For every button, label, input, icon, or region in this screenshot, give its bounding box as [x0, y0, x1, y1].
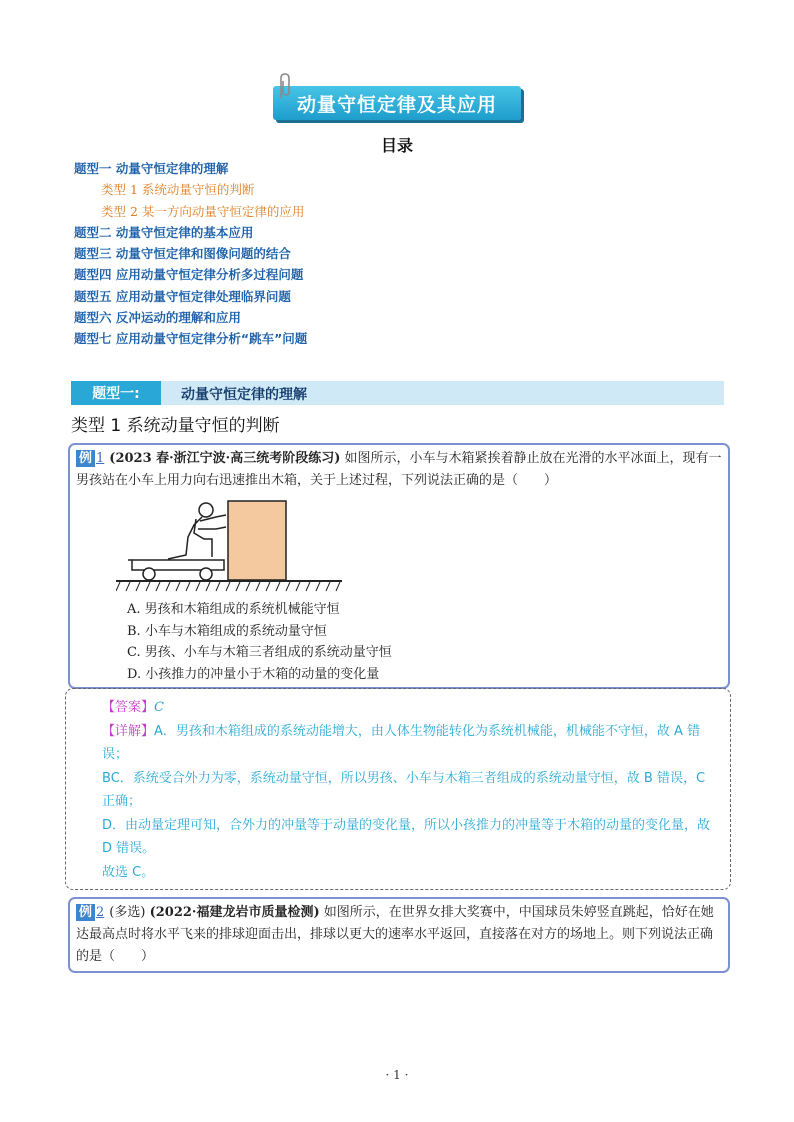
section-header-bar	[71, 381, 724, 405]
answer-conclusion: 故选 C。	[102, 864, 155, 880]
answer-value: C	[154, 700, 164, 715]
example-2-box	[68, 897, 730, 973]
example-source: (2023 春·浙江宁波·高三统考阶段练习)	[109, 451, 341, 466]
example-tag: 例	[76, 450, 95, 467]
section-tag-label: 题型一:	[92, 386, 140, 402]
answer-label: 【答案】	[102, 700, 155, 715]
example-prefix: (多选)	[109, 905, 146, 920]
type-heading: 类型 1 系统动量守恒的判断	[71, 416, 280, 436]
toc-item[interactable]: 题型五 应用动量守恒定律处理临界问题	[74, 288, 291, 304]
toc-item[interactable]: 题型三 动量守恒定律和图像问题的结合	[74, 246, 291, 262]
example-number: 2	[96, 905, 105, 920]
section-tag	[71, 381, 161, 405]
example-question: 如图所示，小车与木箱紧挨着静止放在光滑的水平冰面上，现有一男孩站在小车上用力向右迅速推出木箱，关于上述过程，下列说法正确的是（ ）	[76, 451, 722, 488]
table-of-contents	[74, 158, 307, 350]
toc-item[interactable]: 题型四 应用动量守恒定律分析多过程问题	[74, 267, 304, 283]
option-b[interactable]: B. 小车与木箱组成的系统动量守恒	[127, 623, 327, 639]
example-1-options	[127, 599, 392, 685]
example-tag: 例	[76, 904, 95, 921]
page-number: · 1 ·	[385, 1068, 409, 1082]
option-a[interactable]: A. 男孩和木箱组成的系统机械能守恒	[127, 602, 340, 617]
example-1-box	[68, 443, 730, 689]
toc-item[interactable]: 题型一 动量守恒定律的理解	[74, 161, 229, 176]
section-title: 动量守恒定律的理解	[181, 387, 307, 403]
example-question: 如图所示，在世界女排大奖赛中，中国球员朱婷竖直跳起，恰好在她达最高点时将水平飞来的排球迎面击出，排球以更大的速率水平返回，直接落在对方的场地上。则下列说法正确的是（ ）	[76, 905, 714, 964]
toc-heading: 目录	[380, 136, 413, 155]
option-c[interactable]: C. 男孩、小车与木箱三者组成的系统动量守恒	[127, 645, 392, 660]
detail-bc: BC．系统受合外力为零，系统动量守恒，所以男孩、小车与木箱三者组成的系统动量守恒，故 B 错误，C 正确；	[102, 770, 706, 809]
example-number: 1	[96, 451, 105, 466]
toc-subitem[interactable]: 类型 2 某一方向动量守恒定律的应用	[101, 203, 305, 219]
toc-item[interactable]: 题型七 应用动量守恒定律分析“跳车”问题	[74, 331, 308, 347]
example-2-text	[76, 902, 722, 968]
detail-a: A．男孩和木箱组成的系统动能增大，由人体生物能转化为系统机械能，机械能不守恒，故 A 错误；	[102, 723, 701, 762]
example-1-text	[76, 448, 722, 492]
toc-item[interactable]: 题型六 反冲运动的理解和应用	[74, 310, 241, 326]
detail-label: 【详解】	[102, 723, 155, 739]
cart-box-figure	[116, 497, 346, 593]
detail-d: D．由动量定理可知，合外力的冲量等于动量的变化量，所以小孩推力的冲量等于木箱的动量的变化量，故 D 错误。	[102, 817, 711, 856]
page-title: 动量守恒定律及其应用	[296, 93, 497, 116]
answer-content	[102, 696, 722, 884]
detail-line	[102, 720, 722, 767]
paperclip-icon	[276, 72, 294, 100]
answer-line	[102, 696, 722, 720]
example-source: (2022·福建龙岩市质量检测)	[149, 905, 320, 920]
option-d[interactable]: D. 小孩推力的冲量小于木箱的动量的变化量	[127, 666, 380, 682]
title-banner	[273, 86, 521, 120]
answer-box	[65, 688, 731, 890]
toc-item[interactable]: 题型二 动量守恒定律的基本应用	[74, 224, 254, 240]
toc-subitem[interactable]: 类型 1 系统动量守恒的判断	[101, 182, 255, 198]
